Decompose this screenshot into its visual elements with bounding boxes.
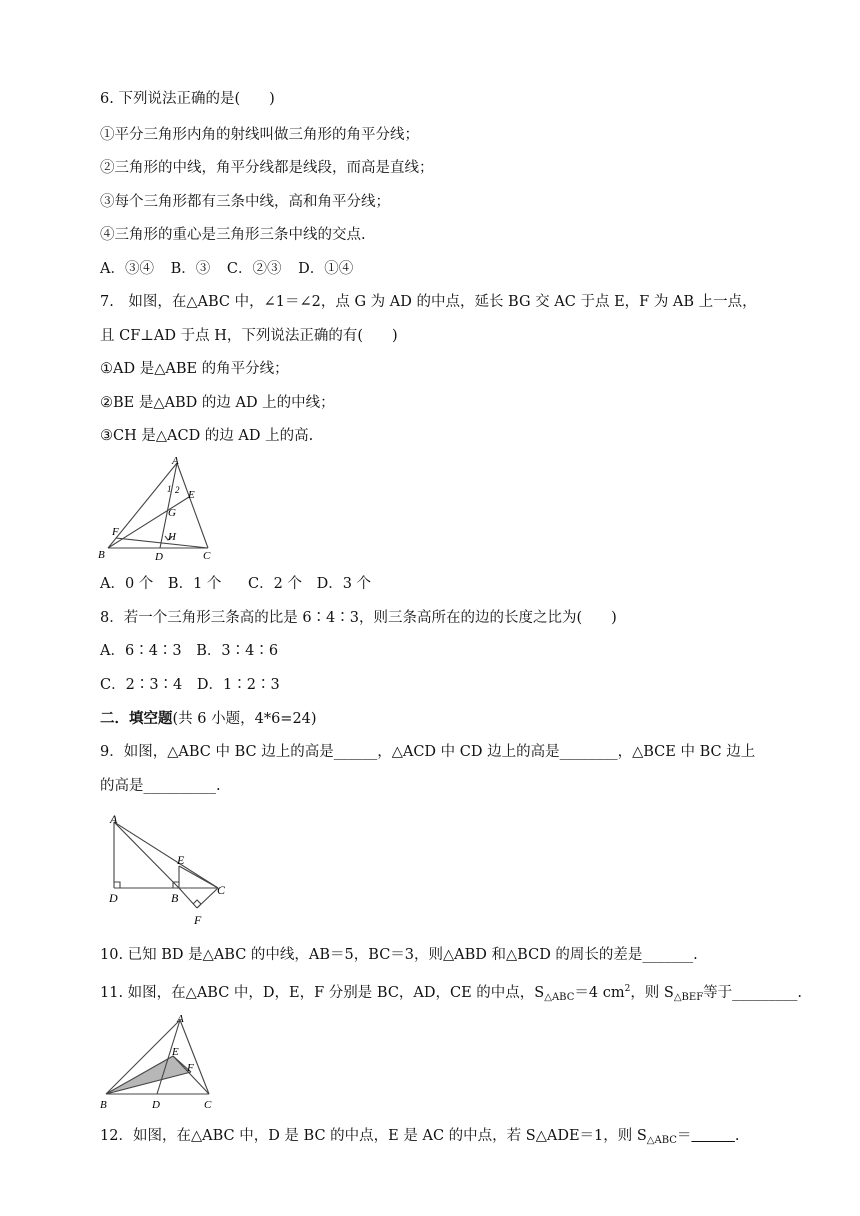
- q9-line1: 9．如图，△ABC 中 BC 边上的高是______，△ACD 中 CD 边上的高是________，△BCE 中 BC 边上: [100, 744, 756, 760]
- q6-option-b: B．③: [170, 261, 211, 277]
- q7-option-a: A．0 个: [100, 576, 154, 592]
- q6-item-1: ①平分三角形内角的射线叫做三角形的角平分线；: [100, 127, 419, 143]
- q7-item-2: ②BE 是△ABD 的边 AD 上的中线；: [100, 395, 335, 411]
- q7-label-angle-1: 1: [167, 484, 172, 494]
- q9-line2: 的高是__________.: [100, 778, 221, 794]
- q6-option-d: D．①④: [298, 261, 354, 277]
- q7-label-angle-2: 2: [175, 485, 180, 495]
- q11-label-c: C: [204, 1099, 212, 1111]
- q11-text-part3: ，则 S: [630, 985, 674, 1001]
- q11-text-part2: ＝4 cm: [574, 985, 625, 1001]
- q7-label-f: F: [112, 526, 119, 538]
- q12-text-part3: .: [734, 1128, 740, 1144]
- section-2-title: 二．填空题: [100, 710, 173, 727]
- q11-triangle-figure: [98, 1010, 218, 1114]
- q9-label-b: B: [171, 891, 179, 905]
- q7-label-a: A: [172, 455, 179, 467]
- q8-options-row2: [100, 675, 280, 695]
- q8-stem: 8．若一个三角形三条高的比是 6∶4∶3，则三条高所在的边的长度之比为( ): [100, 610, 617, 626]
- q7-label-e: E: [188, 489, 195, 501]
- q7-stem-line2: 且 CF⊥AD 于点 H，下列说法正确的有( ): [100, 328, 398, 344]
- q6-option-a: A．③④: [100, 261, 154, 277]
- q9-label-e: E: [177, 853, 185, 867]
- q6-item-4: ④三角形的重心是三角形三条中线的交点.: [100, 227, 366, 243]
- q7-item-1: ①AD 是△ABE 的角平分线；: [100, 361, 289, 377]
- q7-label-d: D: [155, 551, 163, 563]
- q7-triangle-figure: [96, 454, 226, 566]
- q7-label-g: G: [168, 507, 176, 519]
- q6-item-3: ③每个三角形都有三条中线，高和角平分线；: [100, 194, 390, 210]
- q11-label-f: F: [187, 1062, 194, 1074]
- q9-label-f: F: [194, 913, 202, 927]
- q9-triangle-figure: [100, 810, 240, 928]
- q10-text: 10. 已知 BD 是△ABC 的中线，AB＝5，BC＝3，则△ABD 和△BCD 的周长的差是_______.: [100, 947, 698, 963]
- q12-text-part2: ＝: [676, 1128, 692, 1144]
- q11-label-b: B: [100, 1099, 107, 1111]
- q12-text: [100, 1126, 740, 1151]
- q6-item-2: ②三角形的中线，角平分线都是线段，而高是直线；: [100, 160, 434, 176]
- q9-label-c: C: [217, 883, 226, 897]
- q12-text-part1: 12．如图，在△ABC 中，D 是 BC 的中点，E 是 AC 的中点，若 S△ADE＝1，则 S: [100, 1128, 647, 1144]
- q7-options: [100, 574, 371, 594]
- q12-sub-abc: △ABC: [646, 1135, 677, 1146]
- q6-options: [100, 259, 353, 279]
- q11-text: [100, 979, 802, 1008]
- q11-text-part4: 等于_________.: [703, 985, 802, 1001]
- q11-sup: 2: [624, 984, 631, 994]
- q7-option-b: B．1 个: [167, 576, 222, 592]
- q7-label-c: C: [203, 550, 211, 562]
- q6-stem: 6. 下列说法正确的是( ): [100, 91, 275, 107]
- q11-label-a: A: [177, 1013, 184, 1025]
- q9-label-d: D: [109, 891, 118, 905]
- q7-option-d: D．3 个: [316, 576, 372, 592]
- q6-option-c: C．②③: [226, 261, 282, 277]
- q11-sub-bef: △BEF: [673, 992, 704, 1003]
- section-2-note: (共 6 小题，4*6=24): [172, 711, 317, 727]
- q7-option-c: C．2 个: [248, 576, 302, 592]
- q8-option-c: C．2∶3∶4: [100, 677, 183, 693]
- q7-label-h: H: [168, 531, 176, 543]
- q8-options-row1: [100, 641, 278, 661]
- q8-option-a: A．6∶4∶3: [100, 643, 182, 659]
- q7-stem-line1: 7. 如图，在△ABC 中，∠1＝∠2，点 G 为 AD 的中点，延长 BG 交 AC 于点 E，F 为 AB 上一点，: [100, 294, 757, 310]
- q9-label-a: A: [110, 812, 118, 826]
- section-2-header: [100, 709, 317, 729]
- q7-label-b: B: [98, 549, 105, 561]
- q12-blank: [691, 1128, 735, 1144]
- q8-option-b: B．3∶4∶6: [196, 643, 279, 659]
- q7-item-3: ③CH 是△ACD 的边 AD 上的高.: [100, 428, 314, 444]
- q11-text-part1: 11. 如图，在△ABC 中，D，E，F 分别是 BC，AD，CE 的中点，S: [100, 985, 545, 1001]
- q8-option-d: D．1∶2∶3: [196, 677, 280, 693]
- q11-sub-abc: △ABC: [544, 992, 575, 1003]
- q11-label-e: E: [172, 1046, 179, 1058]
- q11-label-d: D: [152, 1099, 160, 1111]
